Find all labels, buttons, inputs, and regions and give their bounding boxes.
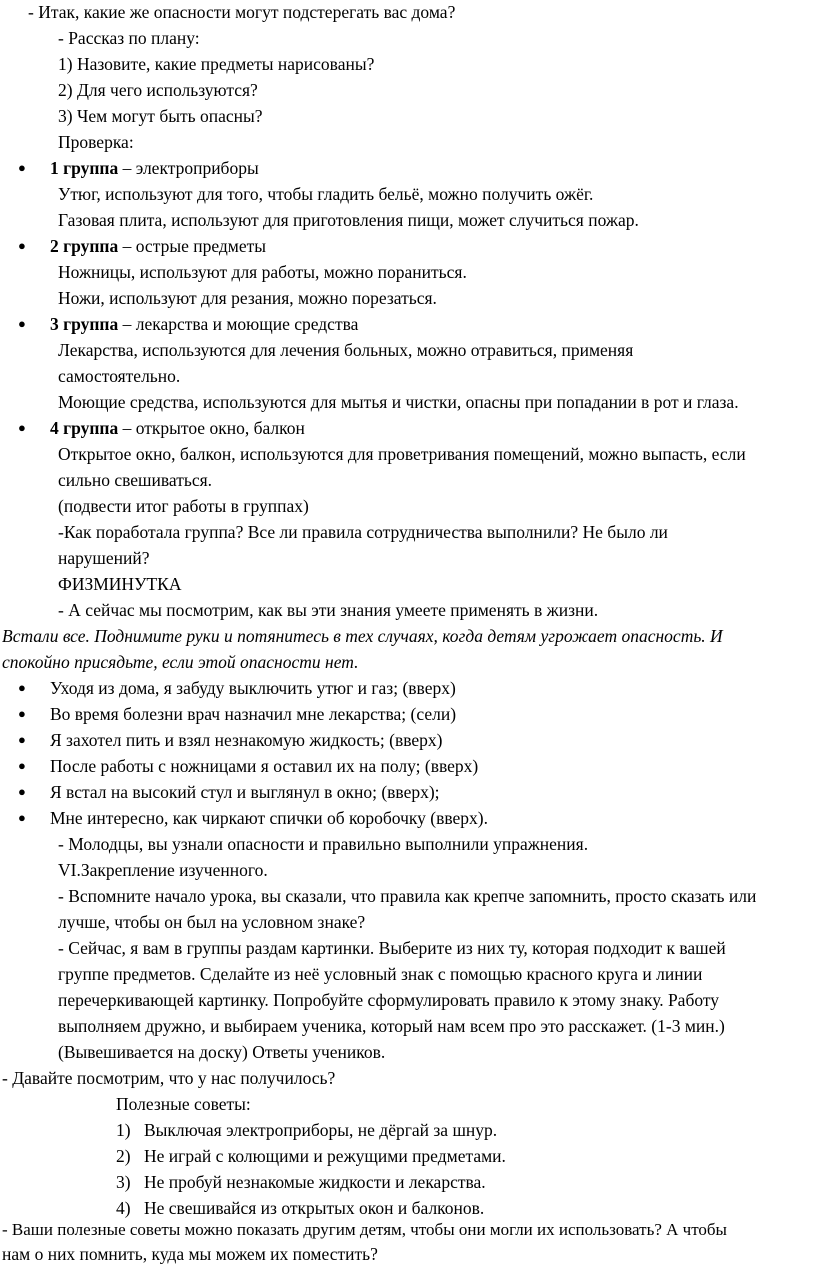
instruction-line-1: Встали все. Поднимите руки и потянитесь в тех случаях, когда детям угрожает опасность. И <box>2 626 723 646</box>
bullet-icon: ● <box>18 706 26 721</box>
tip-text: Не пробуй незнакомые жидкости и лекарства. <box>144 1172 486 1192</box>
tip-text: Выключая электроприборы, не дёргай за шнур. <box>144 1120 498 1140</box>
closing-line-7: перечеркивающей картинку. Попробуйте сформулировать правило к этому знаку. Работу <box>58 990 720 1010</box>
tip-text: Не играй с колющими и режущими предметами. <box>144 1146 506 1166</box>
closing-line-9: (Вывешивается на доску) Ответы учеников. <box>58 1042 386 1062</box>
exercise-item: Я захотел пить и взял незнакомую жидкость; (вверх) <box>50 730 443 750</box>
bullet-icon: ● <box>18 680 26 695</box>
closing-line-6: группе предметов. Сделайте из неё условный знак с помощью красного круга и линии <box>58 964 703 984</box>
exercise-item: Уходя из дома, я забуду выключить утюг и газ; (вверх) <box>50 678 456 698</box>
plan-item-3: 3) Чем могут быть опасны? <box>58 106 263 126</box>
plan-item-2: 2) Для чего используются? <box>58 80 258 100</box>
exercise-item: После работы с ножницами я оставил их на полу; (вверх) <box>50 756 479 776</box>
group-title: 3 группа <box>50 314 119 334</box>
group-3-line-2: самостоятельно. <box>58 366 181 386</box>
group-4-line-2: сильно свешиваться. <box>58 470 213 490</box>
bullet-icon: ● <box>18 784 26 799</box>
fizminutka-heading: ФИЗМИНУТКА <box>58 574 182 594</box>
bullet-icon: ● <box>18 758 26 773</box>
closing-line-4: лучше, чтобы он был на условном знаке? <box>58 912 366 932</box>
group-1-line-1: Утюг, используют для того, чтобы гладить бельё, можно получить ожёг. <box>58 184 594 204</box>
tip-number: 1) <box>116 1120 131 1140</box>
group-topic: – лекарства и моющие средства <box>118 314 359 334</box>
group-2-heading <box>50 234 266 258</box>
bullet-icon: ● <box>18 238 26 253</box>
plan-item-1: 1) Назовите, какие предметы нарисованы? <box>58 54 375 74</box>
group-title: 2 группа <box>50 236 119 256</box>
tip-text: Не свешивайся из открытых окон и балконов. <box>144 1198 485 1218</box>
group-title: 1 группа <box>50 158 119 178</box>
plan-heading: - Рассказ по плану: <box>58 28 200 48</box>
closing-line-1: - Молодцы, вы узнали опасности и правильно выполнили упражнения. <box>58 834 589 854</box>
bullet-icon: ● <box>18 810 26 825</box>
closing-line-3: - Вспомните начало урока, вы сказали, что правила как крепче запомнить, просто сказать или <box>58 886 757 906</box>
group-2-line-2: Ножи, используют для резания, можно порезаться. <box>58 288 437 308</box>
group-4-line-1: Открытое окно, балкон, используются для проветривания помещений, можно выпасть, если <box>58 444 746 464</box>
exercise-item: Мне интересно, как чиркают спички об коробочку (вверх). <box>50 808 489 828</box>
tip-number: 3) <box>116 1172 131 1192</box>
summary-line-3: нарушений? <box>58 548 150 568</box>
bullet-icon: ● <box>18 316 26 331</box>
instruction-line-2: спокойно присядьте, если этой опасности нет. <box>2 652 359 672</box>
closing-line-8: выполняем дружно, и выбираем ученика, который нам всем про это расскажет. (1-3 мин.) <box>58 1016 725 1036</box>
group-1-line-2: Газовая плита, используют для приготовления пищи, может случиться пожар. <box>58 210 639 230</box>
tip-number: 2) <box>116 1146 131 1166</box>
group-title: 4 группа <box>50 418 119 438</box>
group-topic: – открытое окно, балкон <box>118 418 305 438</box>
tips-heading: Полезные советы: <box>116 1094 251 1114</box>
tip-number: 4) <box>116 1198 131 1218</box>
group-3-heading <box>50 312 358 336</box>
group-2-line-1: Ножницы, используют для работы, можно пораниться. <box>58 262 467 282</box>
bullet-icon: ● <box>18 160 26 175</box>
group-topic: – электроприборы <box>118 158 259 178</box>
summary-line-1: (подвести итог работы в группах) <box>58 496 309 516</box>
group-3-line-1: Лекарства, используются для лечения больных, можно отравиться, применяя <box>58 340 634 360</box>
section-heading: VI.Закрепление изученного. <box>58 860 268 880</box>
group-4-heading <box>50 416 305 440</box>
check-heading: Проверка: <box>58 132 134 152</box>
closing-line-5: - Сейчас, я вам в группы раздам картинки. Выберите из них ту, которая подходит к вашей <box>58 938 726 958</box>
group-3-line-3: Моющие средства, используются для мытья и чистки, опасны при попадании в рот и глаза. <box>58 392 739 412</box>
intro-question: - Итак, какие же опасности могут подстерегать вас дома? <box>28 2 456 22</box>
bullet-icon: ● <box>18 420 26 435</box>
closing-line-10: - Давайте посмотрим, что у нас получилось? <box>2 1068 336 1088</box>
exercise-item: Во время болезни врач назначил мне лекарства; (сели) <box>50 704 457 724</box>
final-line-2: нам о них помнить, куда мы можем их поместить? <box>2 1244 378 1264</box>
final-line-1: - Ваши полезные советы можно показать другим детям, чтобы они могли их использовать? А чтобы <box>2 1220 727 1239</box>
summary-line-2: -Как поработала группа? Все ли правила сотрудничества выполнили? Не было ли <box>58 522 668 542</box>
bullet-icon: ● <box>18 732 26 747</box>
group-topic: – острые предметы <box>118 236 267 256</box>
summary-line-5: - А сейчас мы посмотрим, как вы эти знания умеете применять в жизни. <box>58 600 599 620</box>
group-1-heading <box>50 156 259 180</box>
exercise-item: Я встал на высокий стул и выглянул в окно; (вверх); <box>50 782 440 802</box>
